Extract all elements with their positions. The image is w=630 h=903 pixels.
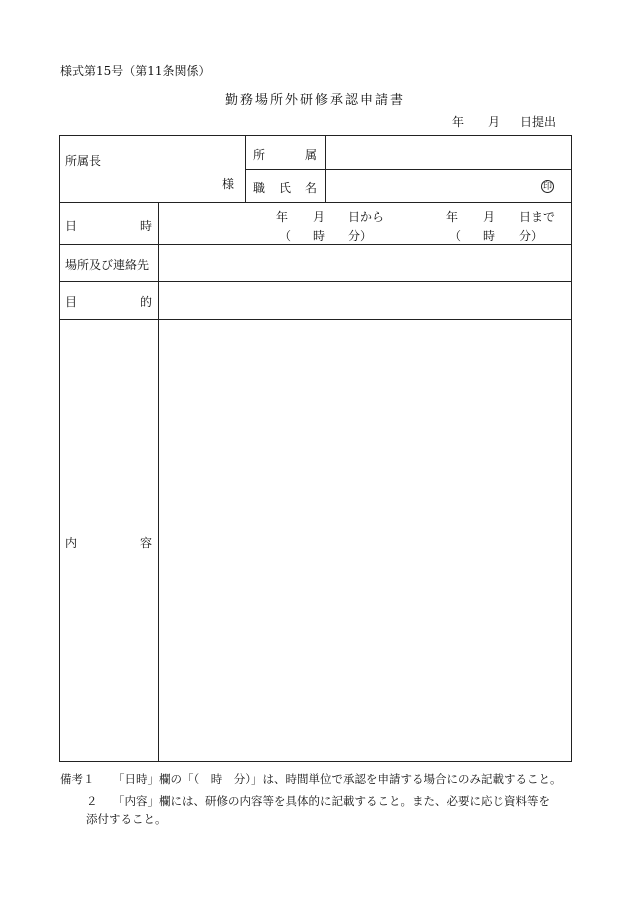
row-divider-purpose (59, 319, 572, 320)
content-label-char-1: 内 (65, 536, 78, 550)
affiliation-label-char-2: 属 (305, 148, 318, 162)
affiliation-field[interactable] (330, 140, 566, 166)
notes-item-2-line-2: 添付すること。 (86, 812, 167, 826)
datetime-label-char-1: 日 (65, 219, 78, 233)
notes-prefix: 備考１ (60, 772, 95, 786)
from-day-label: 日から (348, 210, 385, 224)
to-hour-label: 時 (483, 229, 496, 243)
column-divider-left (158, 202, 159, 762)
notes-item-2-number: ２ (86, 794, 98, 808)
to-paren-open: （ (449, 229, 462, 243)
to-year-label: 年 (446, 210, 459, 224)
from-month-label: 月 (313, 210, 326, 224)
addressee-label: 所属長 (65, 154, 102, 168)
row-divider-datetime (59, 244, 572, 245)
name-label-char-2: 氏 (279, 181, 292, 195)
from-paren-open: （ (279, 229, 292, 243)
purpose-label-char-2: 的 (140, 295, 153, 309)
column-divider-label (325, 135, 326, 202)
document-title: 勤務場所外研修承認申請書 (224, 93, 405, 108)
name-field[interactable] (330, 173, 530, 199)
affiliation-label-char-1: 所 (253, 148, 266, 162)
purpose-label-char-1: 目 (65, 295, 78, 309)
place-contact-label: 場所及び連絡先 (65, 258, 150, 272)
from-year-label: 年 (276, 210, 289, 224)
place-contact-field[interactable] (163, 248, 566, 277)
name-label-char-3: 名 (305, 181, 318, 195)
notes-item-2-line-1: 「内容」欄には、研修の内容等を具体的に記載すること。また、必要に応じ資料等を (113, 794, 550, 808)
row-divider-affiliation (245, 169, 572, 170)
submit-day-label: 日提出 (520, 115, 557, 129)
content-label-char-2: 容 (140, 536, 153, 550)
notes-item-1: 「日時」欄の「（ 時 分）」は、時間単位で承認を申請する場合にのみ記載すること。 (113, 772, 562, 786)
form-number: 様式第15号（第11条関係） (60, 64, 211, 78)
submit-year-label: 年 (452, 115, 465, 129)
row-divider-place (59, 281, 572, 282)
name-label-char-1: 職 (253, 181, 266, 195)
to-month-label: 月 (483, 210, 496, 224)
content-field[interactable] (163, 324, 566, 757)
addressee-suffix: 様 (222, 177, 235, 191)
datetime-label-char-2: 時 (140, 219, 153, 233)
to-day-label: 日まで (519, 210, 556, 224)
to-minute-label: 分） (519, 229, 544, 243)
submit-month-label: 月 (488, 115, 501, 129)
from-hour-label: 時 (313, 229, 326, 243)
column-divider-addressee (245, 135, 246, 202)
from-minute-label: 分） (348, 229, 373, 243)
seal-mark-icon: 印 (542, 182, 552, 192)
purpose-field[interactable] (163, 285, 566, 315)
row-divider-header (59, 202, 572, 203)
